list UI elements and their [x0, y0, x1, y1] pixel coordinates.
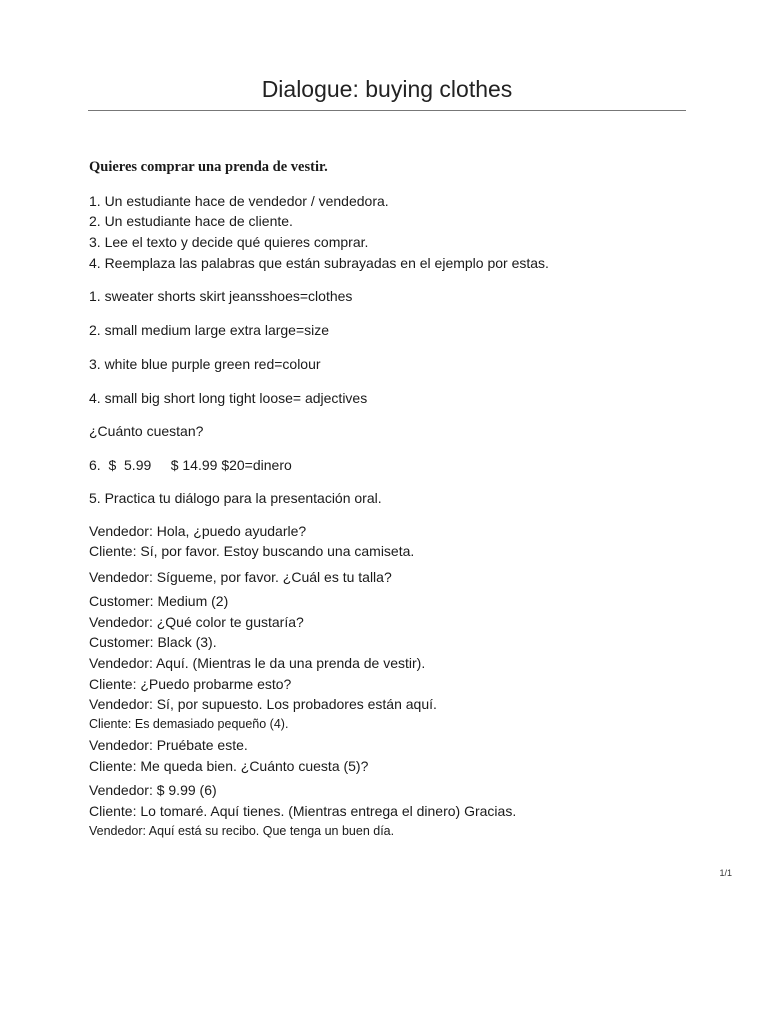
dialogue-line: Cliente: ¿Puedo probarme esto?	[89, 676, 292, 692]
dialogue-line: Cliente: Lo tomaré. Aquí tienes. (Mientras entrega el dinero) Gracias.	[89, 803, 517, 819]
dialogue-line: Vendedor: Sí, por supuesto. Los probadores están aquí.	[89, 696, 437, 712]
dialogue-line: Vendedor: $ 9.99 (6)	[89, 782, 217, 798]
dialogue-line: Cliente: Es demasiado pequeño (4).	[89, 717, 289, 731]
subheading: Quieres comprar una prenda de vestir.	[89, 159, 328, 175]
dialogue-line: Vendedor: Sígueme, por favor. ¿Cuál es tu talla?	[89, 569, 392, 585]
vocab-line: 3. white blue purple green red=colour	[89, 356, 321, 372]
page-number: 1/1	[719, 868, 732, 878]
page-title: Dialogue: buying clothes	[261, 76, 513, 102]
instruction-line: 2. Un estudiante hace de cliente.	[89, 213, 293, 229]
vocab-line: 4. small big short long tight loose= adjectives	[89, 390, 368, 406]
dialogue-line: Vendedor: Aquí está su recibo. Que tenga un buen día.	[89, 824, 395, 838]
dialogue-line: Customer: Black (3).	[89, 634, 217, 650]
dialogue-line: Customer: Medium (2)	[89, 593, 229, 609]
dialogue-line: Cliente: Sí, por favor. Estoy buscando una camiseta.	[89, 543, 415, 559]
dialogue-line: Vendedor: Pruébate este.	[89, 737, 248, 753]
price-question: ¿Cuánto cuestan?	[89, 423, 204, 439]
vocab-line: 2. small medium large extra large=size	[89, 322, 330, 338]
dialogue-line: Cliente: Me queda bien. ¿Cuánto cuesta (5)?	[89, 758, 369, 774]
practice-instruction: 5. Practica tu diálogo para la presentación oral.	[89, 490, 382, 506]
instruction-line: 1. Un estudiante hace de vendedor / vendedora.	[89, 193, 389, 209]
price-line: 6. $ 5.99 $ 14.99 $20=dinero	[89, 457, 292, 473]
vocab-line: 1. sweater shorts skirt jeansshoes=clothes	[89, 288, 353, 304]
dialogue-line: Vendedor: Aquí. (Mientras le da una prenda de vestir).	[89, 655, 426, 671]
title-divider	[88, 110, 686, 111]
instruction-line: 4. Reemplaza las palabras que están subrayadas en el ejemplo por estas.	[89, 255, 549, 271]
dialogue-line: Vendedor: Hola, ¿puedo ayudarle?	[89, 523, 307, 539]
dialogue-line: Vendedor: ¿Qué color te gustaría?	[89, 614, 304, 630]
instruction-line: 3. Lee el texto y decide qué quieres comprar.	[89, 234, 369, 250]
